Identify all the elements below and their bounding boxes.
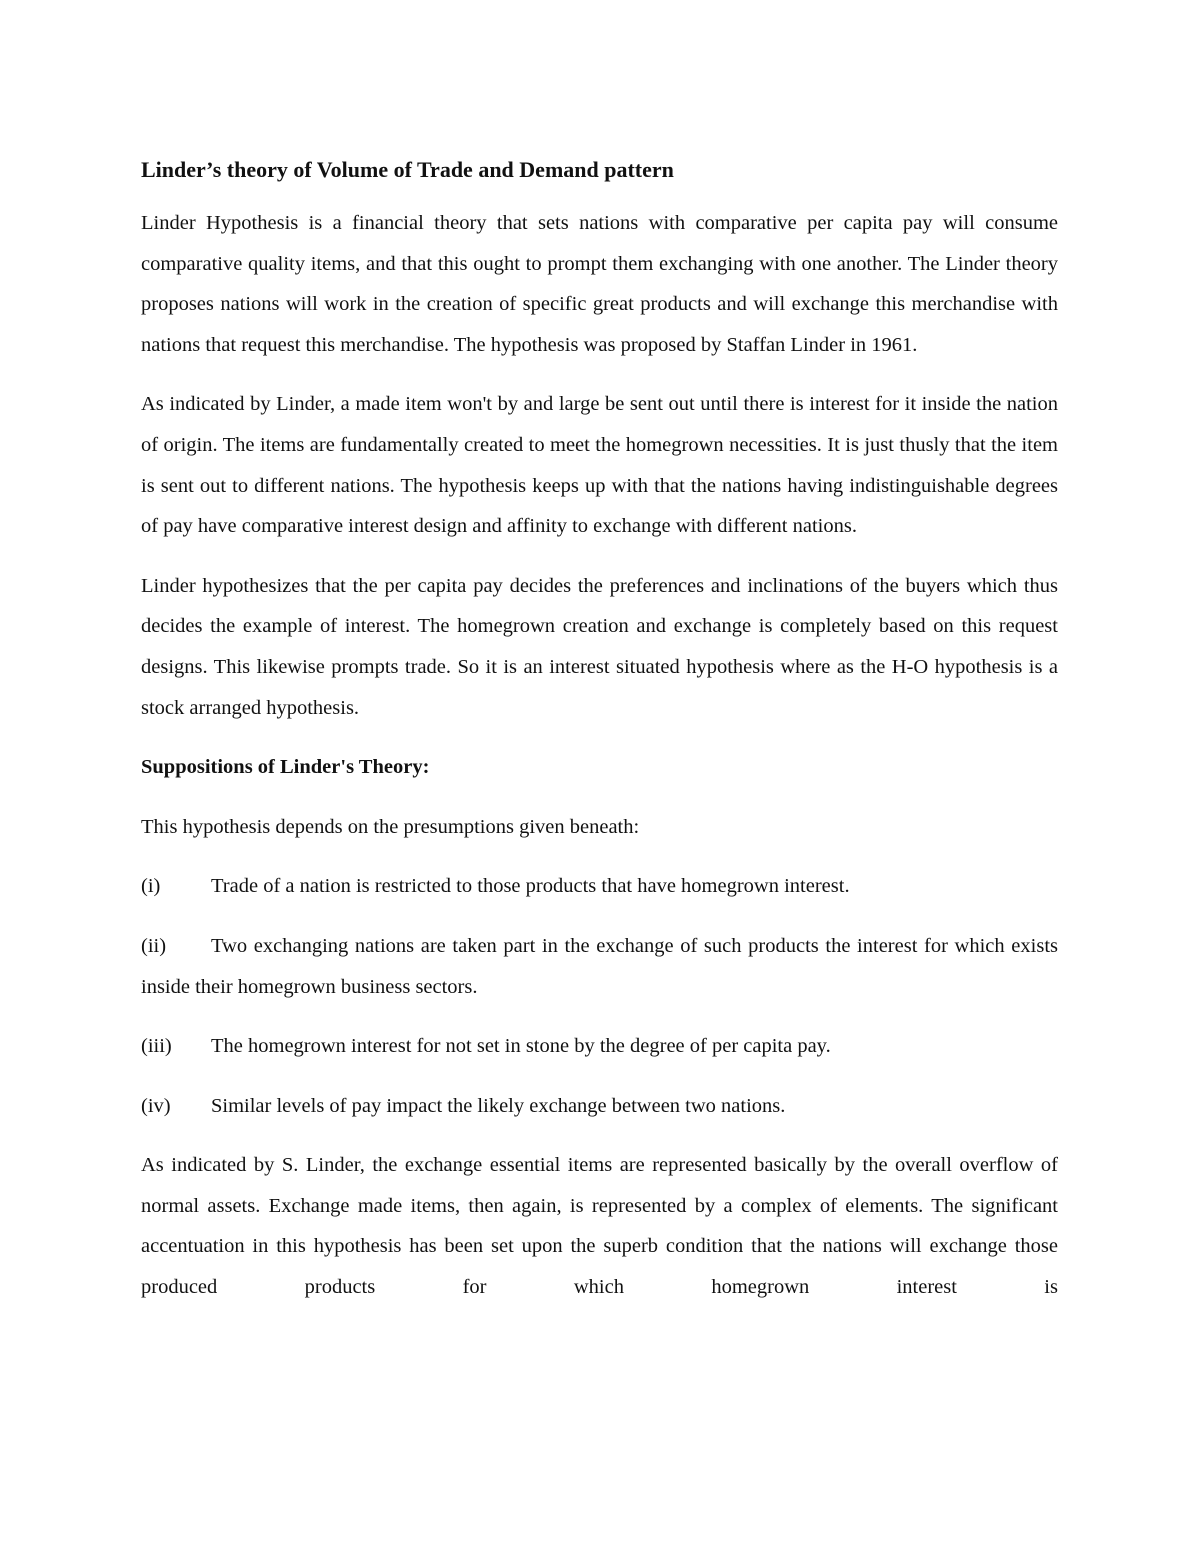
list-number: (iii) xyxy=(141,1035,172,1058)
list-number: (i) xyxy=(141,875,161,898)
list-number: (iv) xyxy=(141,1094,171,1117)
list-intro: This hypothesis depends on the presumptions given beneath: xyxy=(141,815,640,838)
paragraph-2: As indicated by Linder, a made item won't by and large be sent out until there is interest for it inside the nation of origin. The items are fundamentally created to meet the homegrown necessities. It is just thusly that the item is sent out to different nations. The hypothesis keeps up with that the nations having indistinguishable degrees of pay have comparative interest design and affinity to exchange with different nations. xyxy=(141,393,1058,538)
document-title: Linder’s theory of Volume of Trade and Demand pattern xyxy=(141,157,674,182)
list-item xyxy=(141,1086,1058,1127)
list-text: Two exchanging nations are taken part in the exchange of such products the interest for which exists inside their homegrown business sectors. xyxy=(141,934,1058,998)
paragraph-3: Linder hypothesizes that the per capita pay decides the preferences and inclinations of the buyers which thus decides the example of interest. The homegrown creation and exchange is completely based on this request designs. This likewise prompts trade. So it is an interest situated hypothesis where as the H-O hypothesis is a stock arranged hypothesis. xyxy=(141,574,1058,719)
list-item xyxy=(141,926,1058,1007)
list-number: (ii) xyxy=(141,934,167,957)
document-page xyxy=(141,153,1058,1327)
list-item xyxy=(141,866,1058,907)
list-text: Similar levels of pay impact the likely exchange between two nations. xyxy=(211,1094,786,1117)
list-text: Trade of a nation is restricted to those products that have homegrown interest. xyxy=(211,875,850,898)
list-text: The homegrown interest for not set in stone by the degree of per capita pay. xyxy=(211,1035,831,1058)
list-item xyxy=(141,1026,1058,1067)
closing-paragraph: As indicated by S. Linder, the exchange essential items are represented basically by the overall overflow of normal assets. Exchange made items, then again, is represented by a complex of elements. The significant accentuation in this hypothesis has been set upon the superb condition that the nations will exchange those produced products for which homegrown interest is xyxy=(141,1154,1058,1299)
section-heading: Suppositions of Linder's Theory: xyxy=(141,756,430,779)
paragraph-1: Linder Hypothesis is a financial theory that sets nations with comparative per capita pay will consume comparative quality items, and that this ought to prompt them exchanging with one another. The Linder theory proposes nations will work in the creation of specific great products and will exchange this merchandise with nations that request this merchandise. The hypothesis was proposed by Staffan Linder in 1961. xyxy=(141,212,1058,356)
